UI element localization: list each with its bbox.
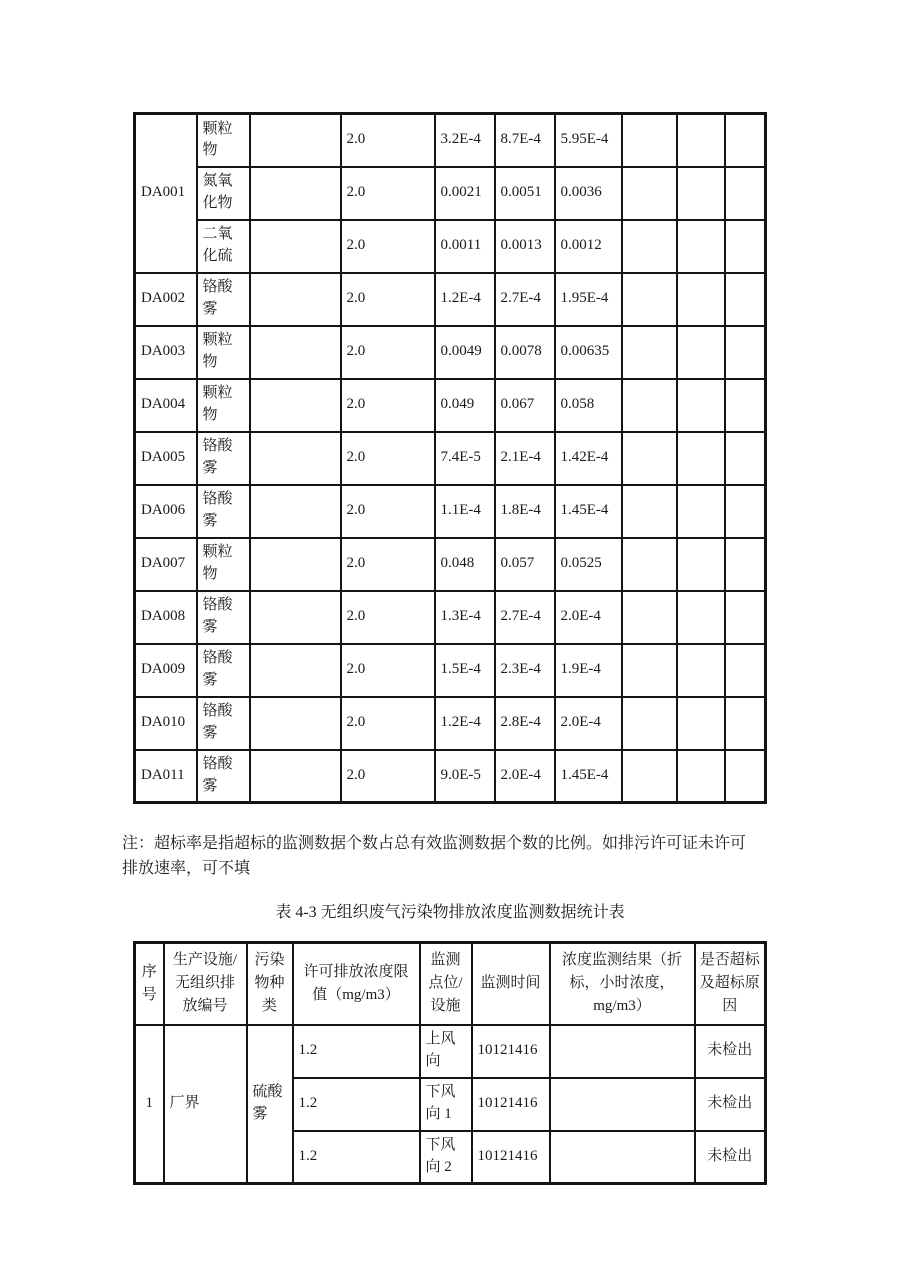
table-row (135, 326, 766, 379)
table-cell (250, 326, 341, 379)
pollutant-cell: 颗粒物 (197, 379, 250, 432)
table-cell (622, 644, 677, 697)
max-value-cell: 0.0078 (495, 326, 555, 379)
table-cell (677, 538, 725, 591)
pollutant-cell: 颗粒物 (197, 326, 250, 379)
max-value-cell: 2.8E-4 (495, 697, 555, 750)
limit-cell: 2.0 (341, 379, 435, 432)
table-cell (250, 220, 341, 273)
table-cell (250, 114, 341, 167)
max-value-cell: 2.3E-4 (495, 644, 555, 697)
stack-table-body (135, 114, 766, 803)
outlet-id-cell: DA006 (135, 485, 197, 538)
table-cell (622, 697, 677, 750)
table-cell (677, 644, 725, 697)
outlet-id-cell: DA009 (135, 644, 197, 697)
table-cell (677, 220, 725, 273)
table-row (135, 697, 766, 750)
table-cell (250, 644, 341, 697)
outlet-id-cell: DA011 (135, 750, 197, 803)
min-value-cell: 0.0049 (435, 326, 495, 379)
table-cell (622, 538, 677, 591)
header-result: 浓度监测结果（折标，小时浓度，mg/m3） (550, 943, 695, 1025)
table-cell (622, 591, 677, 644)
table-cell (677, 591, 725, 644)
header-facility: 生产设施/无组织排放编号 (164, 943, 247, 1025)
limit-cell: 2.0 (341, 644, 435, 697)
table-cell (725, 697, 766, 750)
limit-cell: 2.0 (341, 750, 435, 803)
outlet-id-cell: DA003 (135, 326, 197, 379)
min-value-cell: 1.2E-4 (435, 273, 495, 326)
table-cell (250, 273, 341, 326)
avg-value-cell: 1.95E-4 (555, 273, 622, 326)
max-value-cell: 2.1E-4 (495, 432, 555, 485)
header-pollutant: 污染物种类 (247, 943, 293, 1025)
fugitive-emission-monitoring-table (133, 941, 767, 1185)
avg-value-cell: 5.95E-4 (555, 114, 622, 167)
table-row (135, 591, 766, 644)
table-cell (725, 538, 766, 591)
limit-cell: 1.2 (293, 1025, 420, 1078)
table-note: 注：超标率是指超标的监测数据个数占总有效监测数据个数的比例。如排污许可证未许可排放速率，可不填 (122, 835, 747, 877)
table-row (135, 167, 766, 220)
table-cell (622, 379, 677, 432)
min-value-cell: 1.3E-4 (435, 591, 495, 644)
table-cell (622, 220, 677, 273)
pollutant-cell: 颗粒物 (197, 114, 250, 167)
table2-title: 表 4-3 无组织废气污染物排放浓度监测数据统计表 (275, 904, 625, 921)
avg-value-cell: 0.0525 (555, 538, 622, 591)
table-cell (725, 432, 766, 485)
table-cell (725, 326, 766, 379)
monitor-point-cell: 下风向 1 (420, 1078, 472, 1131)
table-cell (725, 485, 766, 538)
outlet-id-cell: DA002 (135, 273, 197, 326)
pollutant-cell: 铬酸雾 (197, 591, 250, 644)
exceed-status-cell: 未检出 (695, 1131, 766, 1184)
table-cell (250, 750, 341, 803)
pollutant-cell: 铬酸雾 (197, 697, 250, 750)
table-cell (622, 750, 677, 803)
table-cell (725, 379, 766, 432)
limit-cell: 2.0 (341, 167, 435, 220)
min-value-cell: 7.4E-5 (435, 432, 495, 485)
limit-cell: 2.0 (341, 538, 435, 591)
result-cell (550, 1131, 695, 1184)
fugitive-table-body (135, 1025, 766, 1184)
limit-cell: 2.0 (341, 485, 435, 538)
outlet-id-cell: DA008 (135, 591, 197, 644)
avg-value-cell: 1.45E-4 (555, 485, 622, 538)
avg-value-cell: 0.0012 (555, 220, 622, 273)
table-cell (725, 220, 766, 273)
min-value-cell: 0.048 (435, 538, 495, 591)
pollutant-cell: 铬酸雾 (197, 644, 250, 697)
min-value-cell: 0.0011 (435, 220, 495, 273)
table-cell (677, 750, 725, 803)
limit-cell: 1.2 (293, 1078, 420, 1131)
table-row (135, 644, 766, 697)
pollutant-cell: 氮氧化物 (197, 167, 250, 220)
table-row (135, 273, 766, 326)
max-value-cell: 0.0051 (495, 167, 555, 220)
table-cell (250, 379, 341, 432)
limit-cell: 1.2 (293, 1131, 420, 1184)
table-cell (622, 114, 677, 167)
limit-cell: 2.0 (341, 591, 435, 644)
min-value-cell: 1.2E-4 (435, 697, 495, 750)
min-value-cell: 1.5E-4 (435, 644, 495, 697)
header-time: 监测时间 (472, 943, 550, 1025)
table-cell (725, 591, 766, 644)
outlet-id-cell: DA010 (135, 697, 197, 750)
table-cell (622, 432, 677, 485)
header-exceed: 是否超标及超标原因 (695, 943, 766, 1025)
min-value-cell: 3.2E-4 (435, 114, 495, 167)
table-row (135, 750, 766, 803)
min-value-cell: 9.0E-5 (435, 750, 495, 803)
pollutant-cell: 颗粒物 (197, 538, 250, 591)
table-cell (725, 273, 766, 326)
avg-value-cell: 1.9E-4 (555, 644, 622, 697)
table-cell (250, 697, 341, 750)
limit-cell: 2.0 (341, 432, 435, 485)
max-value-cell: 0.057 (495, 538, 555, 591)
table-row (135, 538, 766, 591)
table-cell (250, 485, 341, 538)
header-point: 监测点位/设施 (420, 943, 472, 1025)
pollutant-cell: 二氧化硫 (197, 220, 250, 273)
table-cell (622, 167, 677, 220)
table-cell (725, 114, 766, 167)
min-value-cell: 0.0021 (435, 167, 495, 220)
pollutant-cell: 铬酸雾 (197, 432, 250, 485)
table-row (135, 114, 766, 167)
stack-emission-monitoring-table (133, 112, 767, 804)
result-cell (550, 1025, 695, 1078)
max-value-cell: 1.8E-4 (495, 485, 555, 538)
max-value-cell: 2.7E-4 (495, 273, 555, 326)
avg-value-cell: 0.058 (555, 379, 622, 432)
avg-value-cell: 1.45E-4 (555, 750, 622, 803)
fugitive-table-header (135, 943, 766, 1025)
table-cell (677, 432, 725, 485)
limit-cell: 2.0 (341, 273, 435, 326)
table-cell (622, 485, 677, 538)
outlet-id-cell: DA001 (135, 114, 197, 273)
monitor-time-cell: 10121416 (472, 1078, 550, 1131)
table-cell (250, 591, 341, 644)
avg-value-cell: 2.0E-4 (555, 697, 622, 750)
table-row (135, 432, 766, 485)
outlet-id-cell: DA004 (135, 379, 197, 432)
table-cell (725, 750, 766, 803)
monitor-time-cell: 10121416 (472, 1131, 550, 1184)
monitor-point-cell: 上风向 (420, 1025, 472, 1078)
table-row (135, 1025, 766, 1078)
pollutant-cell: 铬酸雾 (197, 485, 250, 538)
header-seq: 序号 (135, 943, 164, 1025)
max-value-cell: 0.0013 (495, 220, 555, 273)
header-row (135, 943, 766, 1025)
max-value-cell: 0.067 (495, 379, 555, 432)
table-cell (622, 326, 677, 379)
table-cell (677, 114, 725, 167)
limit-cell: 2.0 (341, 326, 435, 379)
avg-value-cell: 0.00635 (555, 326, 622, 379)
table-row (135, 485, 766, 538)
table-cell (677, 326, 725, 379)
pollutant-cell: 铬酸雾 (197, 750, 250, 803)
table-cell (725, 644, 766, 697)
avg-value-cell: 1.42E-4 (555, 432, 622, 485)
pollutant-cell: 铬酸雾 (197, 273, 250, 326)
monitor-time-cell: 10121416 (472, 1025, 550, 1078)
monitor-point-cell: 下风向 2 (420, 1131, 472, 1184)
exceed-status-cell: 未检出 (695, 1078, 766, 1131)
min-value-cell: 0.049 (435, 379, 495, 432)
max-value-cell: 8.7E-4 (495, 114, 555, 167)
table-row (135, 220, 766, 273)
exceed-status-cell: 未检出 (695, 1025, 766, 1078)
table-cell (677, 273, 725, 326)
table-row (135, 379, 766, 432)
outlet-id-cell: DA007 (135, 538, 197, 591)
table-cell (250, 538, 341, 591)
limit-cell: 2.0 (341, 114, 435, 167)
table-cell (622, 273, 677, 326)
limit-cell: 2.0 (341, 697, 435, 750)
max-value-cell: 2.7E-4 (495, 591, 555, 644)
table-cell (677, 485, 725, 538)
table-cell (250, 167, 341, 220)
outlet-id-cell: DA005 (135, 432, 197, 485)
result-cell (550, 1078, 695, 1131)
table-cell (677, 379, 725, 432)
table-cell (677, 167, 725, 220)
limit-cell: 2.0 (341, 220, 435, 273)
seq-cell: 1 (135, 1025, 164, 1184)
facility-cell: 厂界 (164, 1025, 247, 1184)
table-cell (725, 167, 766, 220)
pollutant-cell: 硫酸雾 (247, 1025, 293, 1184)
min-value-cell: 1.1E-4 (435, 485, 495, 538)
avg-value-cell: 2.0E-4 (555, 591, 622, 644)
header-limit: 许可排放浓度限值（mg/m3） (293, 943, 420, 1025)
table-cell (250, 432, 341, 485)
max-value-cell: 2.0E-4 (495, 750, 555, 803)
avg-value-cell: 0.0036 (555, 167, 622, 220)
table-cell (677, 697, 725, 750)
